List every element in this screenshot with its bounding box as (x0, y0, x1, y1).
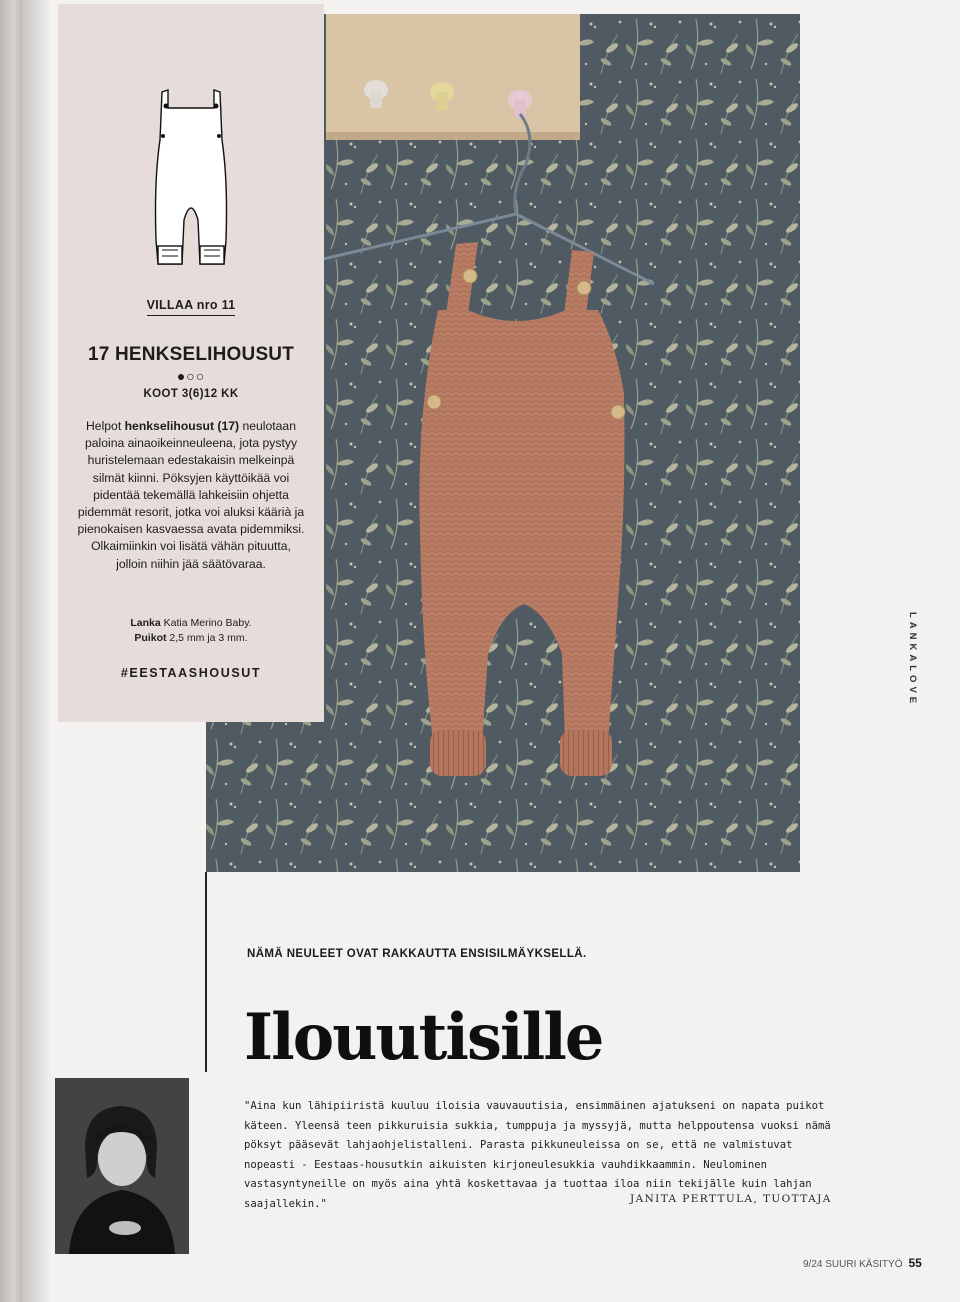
article-quote: "Aina kun lähipiiristä kuuluu iloisia vauvauutisia, ensimmäinen ajatukseni on napata puikot käteen. Yleensä teen pikkuruisia sukkia, tumppuja ja myssyjä, mutta helppoutensa vuoksi nämä pöksyt pääsevät lahjaohjelistalleni. Parasta pikkuneuleissa on se, että ne valmistuvat nopeasti - Eestaas-housutkin aikuisten kirjoneulesukkia vauhdikkaammin. Neulominen vastasyntyneille on myös aina yhtä koskettavaa ja tuottaa iloa niin tekijälle kuin lahjan saajallekin." (244, 1100, 831, 1210)
page-footer (803, 1256, 922, 1270)
pattern-info-box (58, 4, 324, 722)
footer-issue: 9/24 SUURI KÄSITYÖ (803, 1259, 903, 1270)
needles-line: Puikot 2,5 mm ja 3 mm. (134, 632, 248, 644)
pattern-sizes: KOOT 3(6)12 KK (143, 388, 239, 400)
pattern-description: Helpot henkselihousut (17) neulotaan paloina ainaoikeinneuleena, jota pystyy huristelemaan edestakaisin melkeinpä silmät kiinni. Pöksyjen käyttöikää voi pidentää tekemällä lahkeisiin ohjetta pidemmät resorit, jotka voi aluksi käärià ja pienokaisen kasvaessa avata pidemmiksi. Olkaimiinkin voi lisätä vähän pituutta, jolloin niihin jää säätövaraa. (77, 419, 305, 571)
pattern-title: 17 HENKSELIHOUSUT (87, 344, 295, 365)
article-kicker: NÄMÄ NEULEET OVAT RAKKAUTTA ENSISILMÄYKSELLÄ. (247, 948, 587, 960)
materials (58, 616, 324, 646)
hashtag: #EESTAASHOUSUT (120, 666, 262, 680)
page-number: 55 (908, 1256, 922, 1270)
issue-label: VILLAA nro 11 (58, 298, 324, 312)
quote-author: JANITA PERTTULA, TUOTTAJA (630, 1193, 832, 1205)
overalls-sketch-icon (136, 70, 246, 270)
author-portrait (55, 1078, 189, 1254)
difficulty-rating: ●○○ (176, 368, 206, 384)
gutter-shadow (22, 0, 52, 1302)
yarn-line: Lanka Katia Merino Baby. (130, 617, 252, 629)
section-label: LANKALOVE (907, 612, 918, 708)
divider-line (205, 872, 207, 1072)
article-heading: Ilouutisille (244, 1000, 603, 1075)
